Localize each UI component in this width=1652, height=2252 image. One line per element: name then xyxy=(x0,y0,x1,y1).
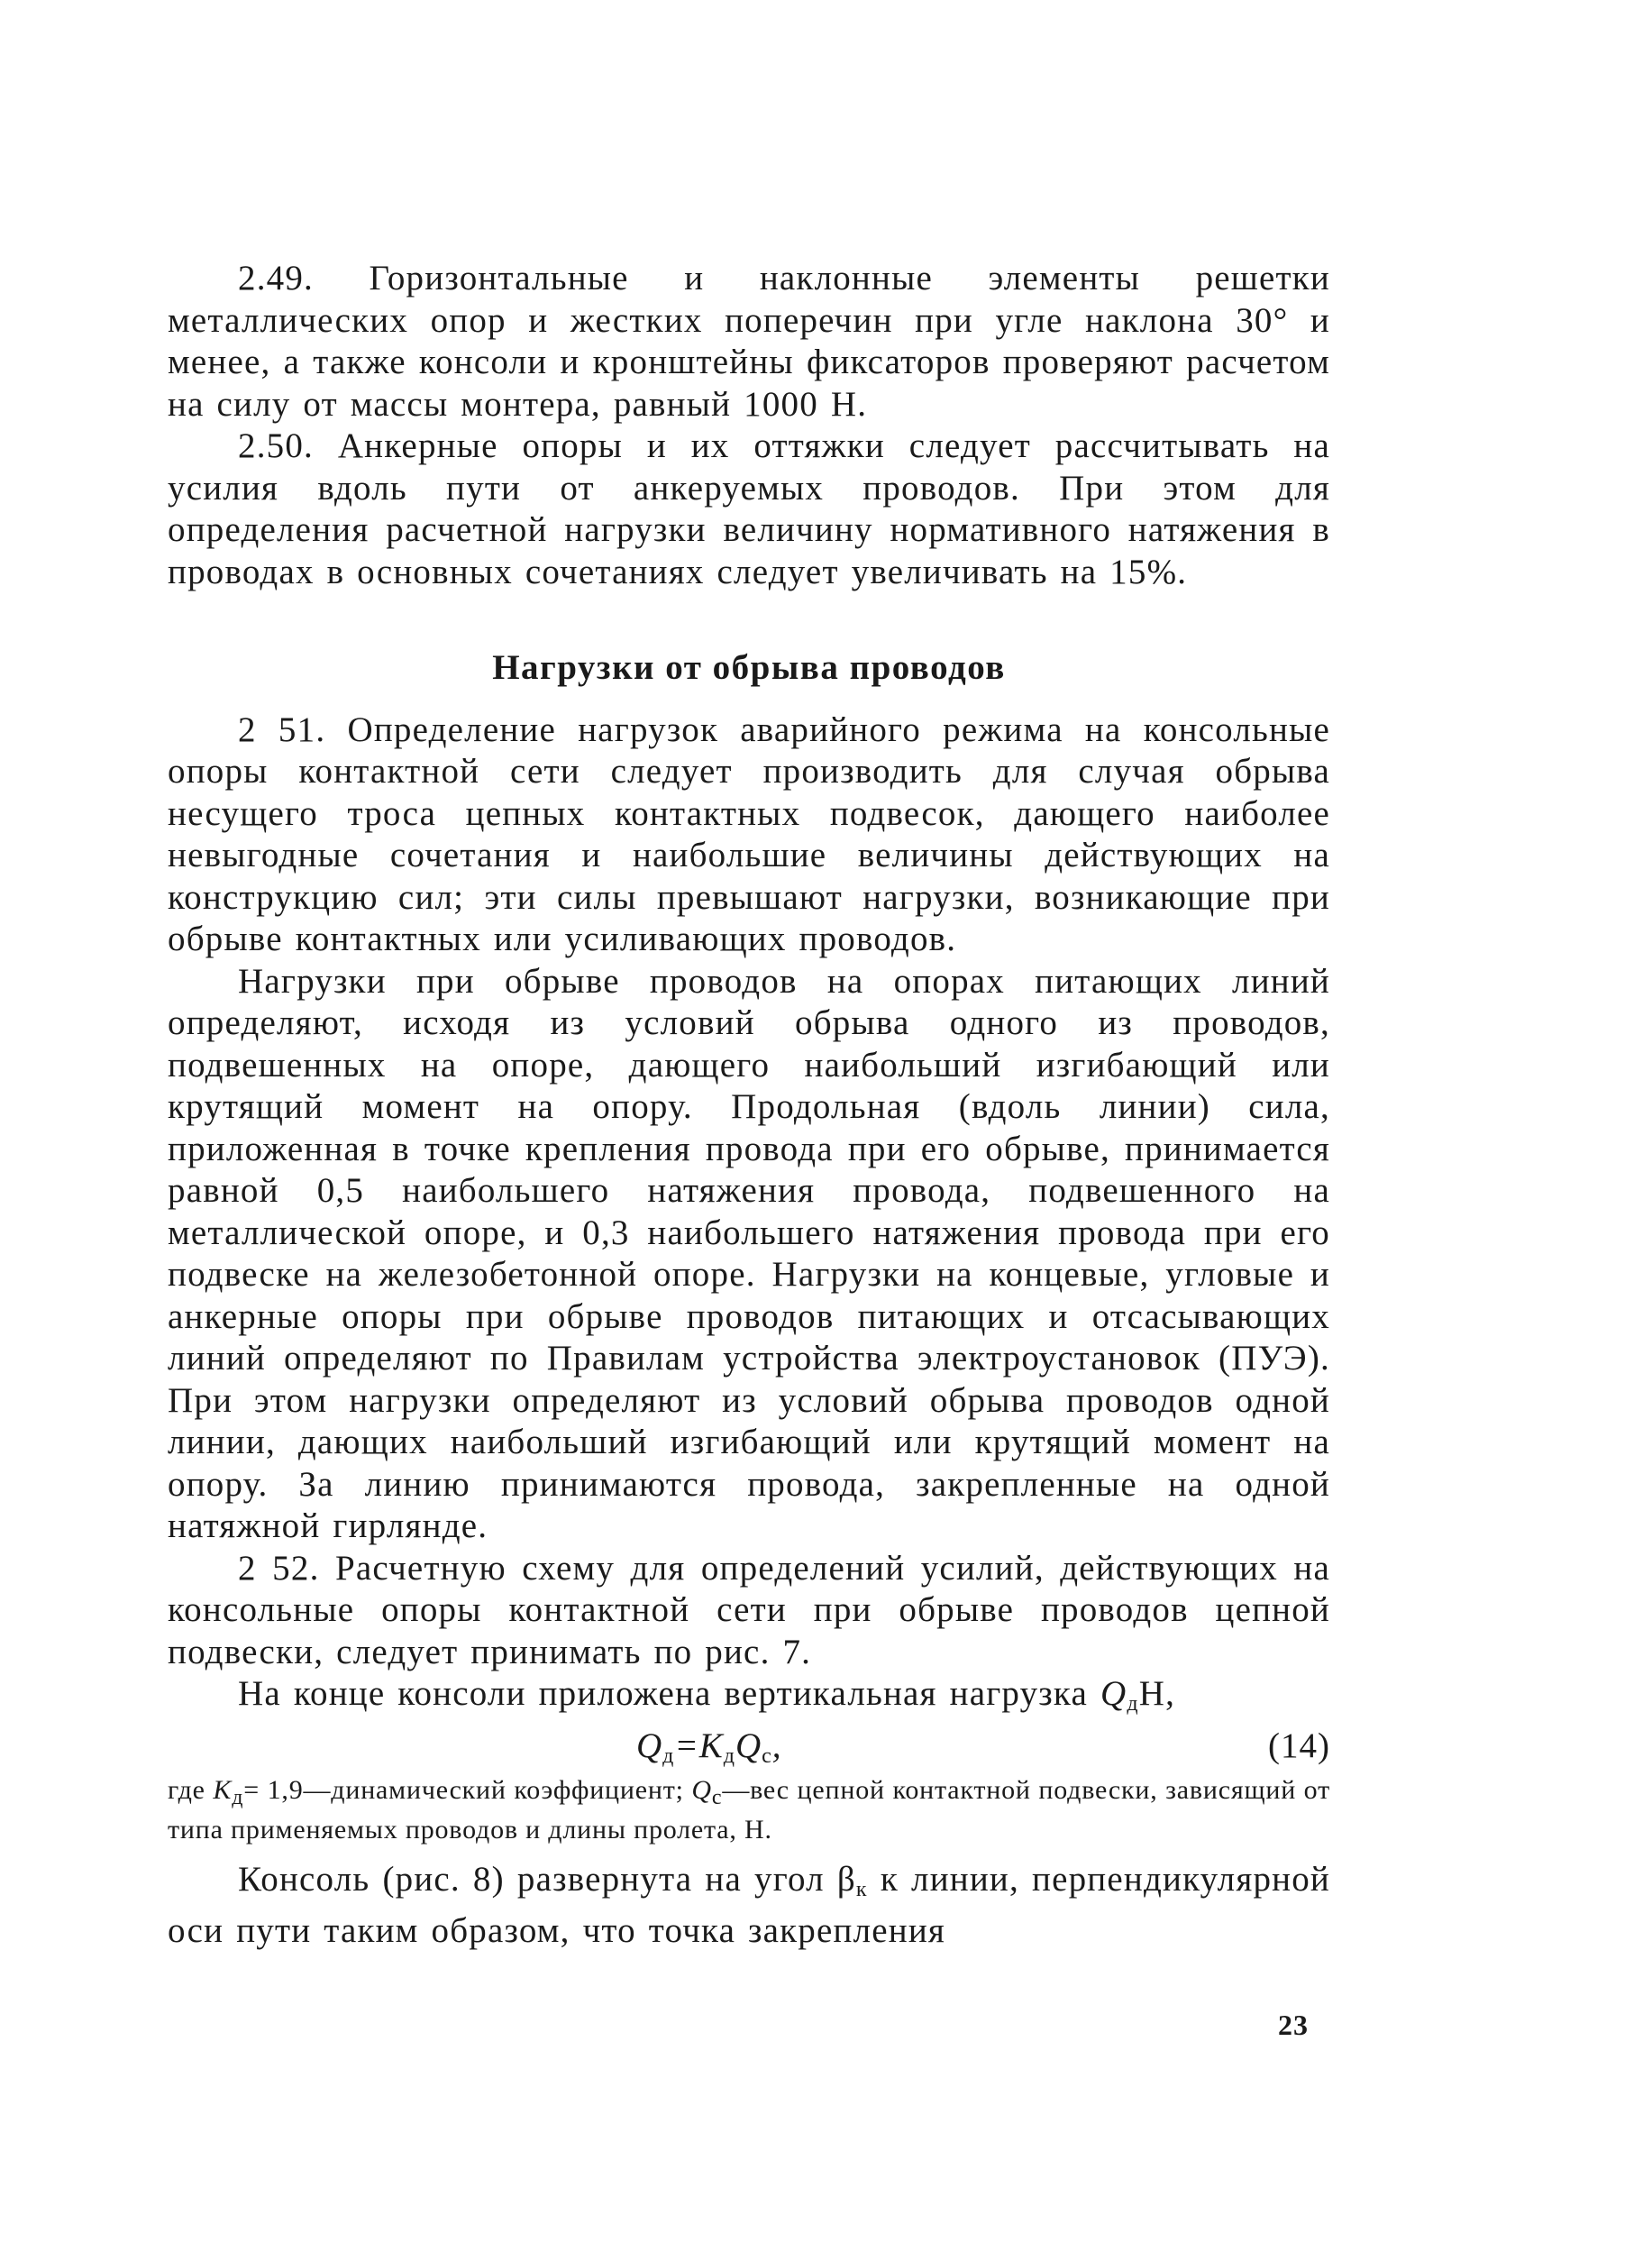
legend-k-desc: = 1,9—динамический коэффициент; xyxy=(243,1774,692,1805)
eq-k-sub: д xyxy=(723,1744,735,1768)
paragraph-2-51: 2 51. Определение нагрузок аварийного режима на консольные опоры контактной сети следует производить для случая обрыва несущего троса цепных контактных подвесок, дающего наиболее невыгодные сочетания и наибольшие величины действующих на конструкцию сил; эти силы превышают нагрузки, возникающие при обрыве контактных или усиливающих проводов. xyxy=(168,709,1330,958)
paragraph-2-51-continued: Нагрузки при обрыве проводов на опорах питающих линий определяют, исходя из условий обрыва одного из проводов, подвешенных на опоре, дающего наибольший изгибающий или крутящий момент на опору. Продольная (вдоль линии) сила, приложенная в точке крепления провода при его обрыве, принимается равной 0,5 наибольшего натяжения провода, подвешенного на металлической опоре, и 0,3 наибольшего натяжения провода при его подвеске на железобетонной опоре. Нагрузки на концевые, угловые и анкерные опоры при обрыве проводов питающих и отсасывающих линий определяют по Правилам устройства электроустановок (ПУЭ). При этом нагрузки определяют из условий обрыва проводов одной линии, дающих наибольший изгибающий или крутящий момент на опору. За линию принимаются провода, закрепленные на одной натяжной гирлянде. xyxy=(168,961,1330,1545)
paragraph-2-52: 2 52. Расчетную схему для определений усилий, действующих на консольные опоры контактной сети при обрыве проводов цепной подвески, следует принимать по рис. 7. xyxy=(168,1548,1330,1671)
eq-q-right: Q xyxy=(735,1726,762,1765)
legend-prefix: где xyxy=(168,1774,214,1805)
console-beta-sub: к xyxy=(855,1877,868,1901)
eq-k: =K xyxy=(674,1726,724,1765)
equation-legend xyxy=(168,1774,1330,1846)
legend-k: K xyxy=(213,1774,233,1805)
equation-14 xyxy=(168,1726,1330,1771)
paragraph-load-statement xyxy=(168,1673,1330,1726)
legend-q-desc: —вес цепной контактной подвески, зависящий от типа применяемых проводов и длины пролета, Н. xyxy=(168,1774,1330,1845)
section-heading: Нагрузки от обрыва проводов xyxy=(492,648,1006,687)
page-number: 23 xyxy=(1278,2009,1309,2041)
equation-formula xyxy=(636,1726,782,1777)
load-symbol: Q xyxy=(1100,1674,1127,1713)
eq-q-left-sub: д xyxy=(662,1744,675,1768)
page-body xyxy=(168,258,1330,1953)
console-text-end: к линии, перпендикулярной оси пути таким образом, что точка закрепления xyxy=(168,1859,1330,1950)
eq-q-right-sub: с xyxy=(762,1744,772,1768)
legend-q-sub: с xyxy=(711,1785,723,1809)
load-statement-text: На конце консоли приложена вертикальная нагрузка xyxy=(238,1674,1100,1713)
console-text-start: Консоль (рис. 8) развернута на угол β xyxy=(238,1859,856,1899)
legend-k-sub: д xyxy=(232,1785,244,1809)
paragraph-console xyxy=(168,1859,1330,1953)
paragraph-2-49: 2.49. Горизонтальные и наклонные элементы решетки металлических опор и жестких поперечин при угле наклона 30° и менее, а также консоли и кронштейны фиксаторов проверяют расчетом на силу от массы монтера, равный 1000 Н. xyxy=(168,259,1330,424)
paragraph-2-50: 2.50. Анкерные опоры и их оттяжки следует рассчитывать на усилия вдоль пути от анкеруемых проводов. При этом для определения расчетной нагрузки величину нормативного натяжения в проводах в основных сочетаниях следует увеличивать на 15%. xyxy=(168,426,1330,591)
equation-number: (14) xyxy=(1268,1726,1330,1765)
load-symbol-sub: д xyxy=(1127,1692,1139,1716)
legend-q: Q xyxy=(691,1774,712,1805)
eq-q-left: Q xyxy=(636,1726,663,1765)
eq-comma: , xyxy=(771,1726,782,1765)
load-unit: Н, xyxy=(1138,1674,1176,1713)
